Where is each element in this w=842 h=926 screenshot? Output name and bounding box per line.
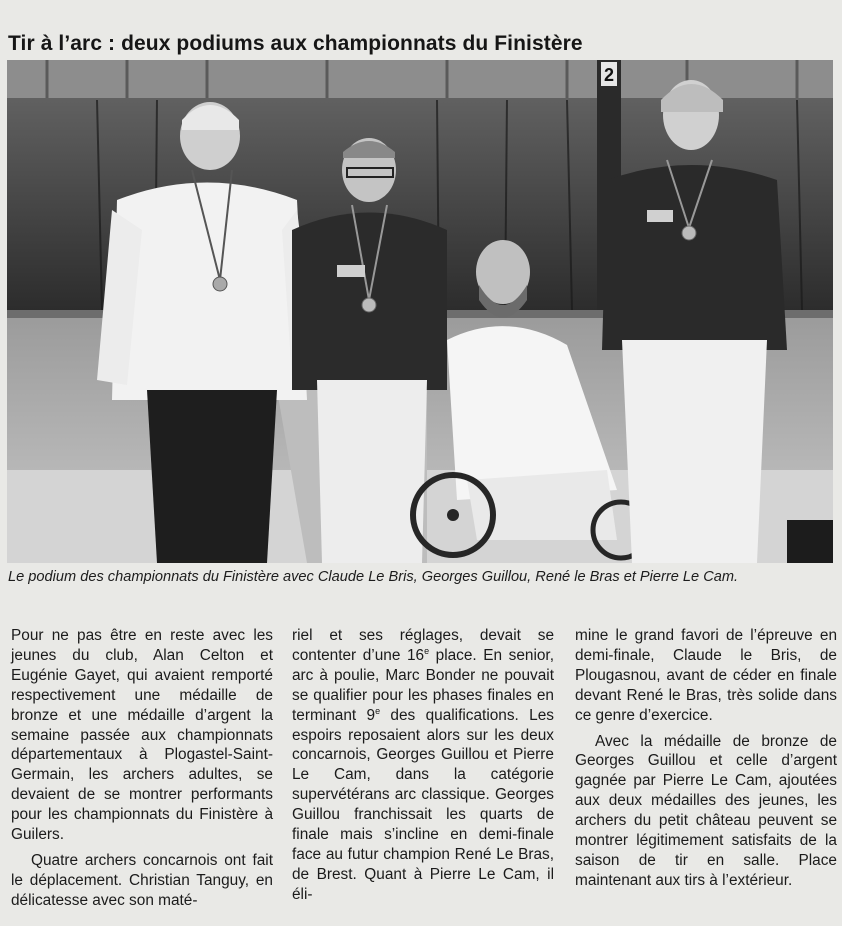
paragraph: Pour ne pas être en reste avec les jeunes du club, Alan Celton et Eugénie Gayet, qui avaient remporté respectivement une médaille de bronze et une médaille d’argent la semaine passée aux championnats départementaux à Plogastel-Saint-Germain, les archers adultes, se devaient de se montrer performants pour les championnats du Finistère à Guilers. [11, 627, 273, 844]
text-run: place. En senior, arc à poulie, Marc Bonder ne pouvait se qualifier pour les phases finales en terminant 9 [292, 646, 554, 724]
ordinal-suffix: e [375, 705, 381, 716]
ordinal-suffix: e [424, 645, 430, 656]
paragraph: Quatre archers concarnois ont fait le déplacement. Christian Tanguy, en délicatesse avec son maté- [11, 851, 273, 909]
paragraph [292, 626, 554, 905]
stand-number: 2 [603, 65, 615, 85]
article-column-1 [11, 626, 273, 911]
article-headline: Tir à l’arc : deux podiums aux championnats du Finistère [8, 32, 583, 56]
paragraph: mine le grand favori de l’épreuve en demi-finale, Claude le Bris, de Plougasnou, avant de céder en finale devant René le Bras, très solide dans ce genre d’exercice. [575, 627, 837, 724]
paragraph: Avec la médaille de bronze de Georges Guillou et celle d’argent gagnée par Pierre Le Cam, ajoutées aux deux médailles des jeunes, les archers du petit château peuvent se montrer légitimement satisfaits de la saison de tir en salle. Place maintenant aux tirs à l’extérieur. [575, 732, 837, 889]
article-column-2 [292, 626, 554, 905]
article-column-3 [575, 626, 837, 891]
text-run: des qualifications. Les espoirs reposaient alors sur les deux concarnois, Georges Guillou et Pierre Le Cam, dans la catégorie supervétérans arc classique. Georges Guillou franchissait les quarts de finale mais s’incline en demi-finale face au futur champion René Le Bras, de Brest. Quant à Pierre Le Cam, il éli- [292, 706, 554, 903]
text-run: riel et ses réglages, devait se contenter d’une 16 [292, 627, 554, 664]
podium-photo [7, 60, 833, 563]
photo-caption: Le podium des championnats du Finistère avec Claude Le Bris, Georges Guillou, René le Bras et Pierre Le Cam. [8, 569, 739, 585]
